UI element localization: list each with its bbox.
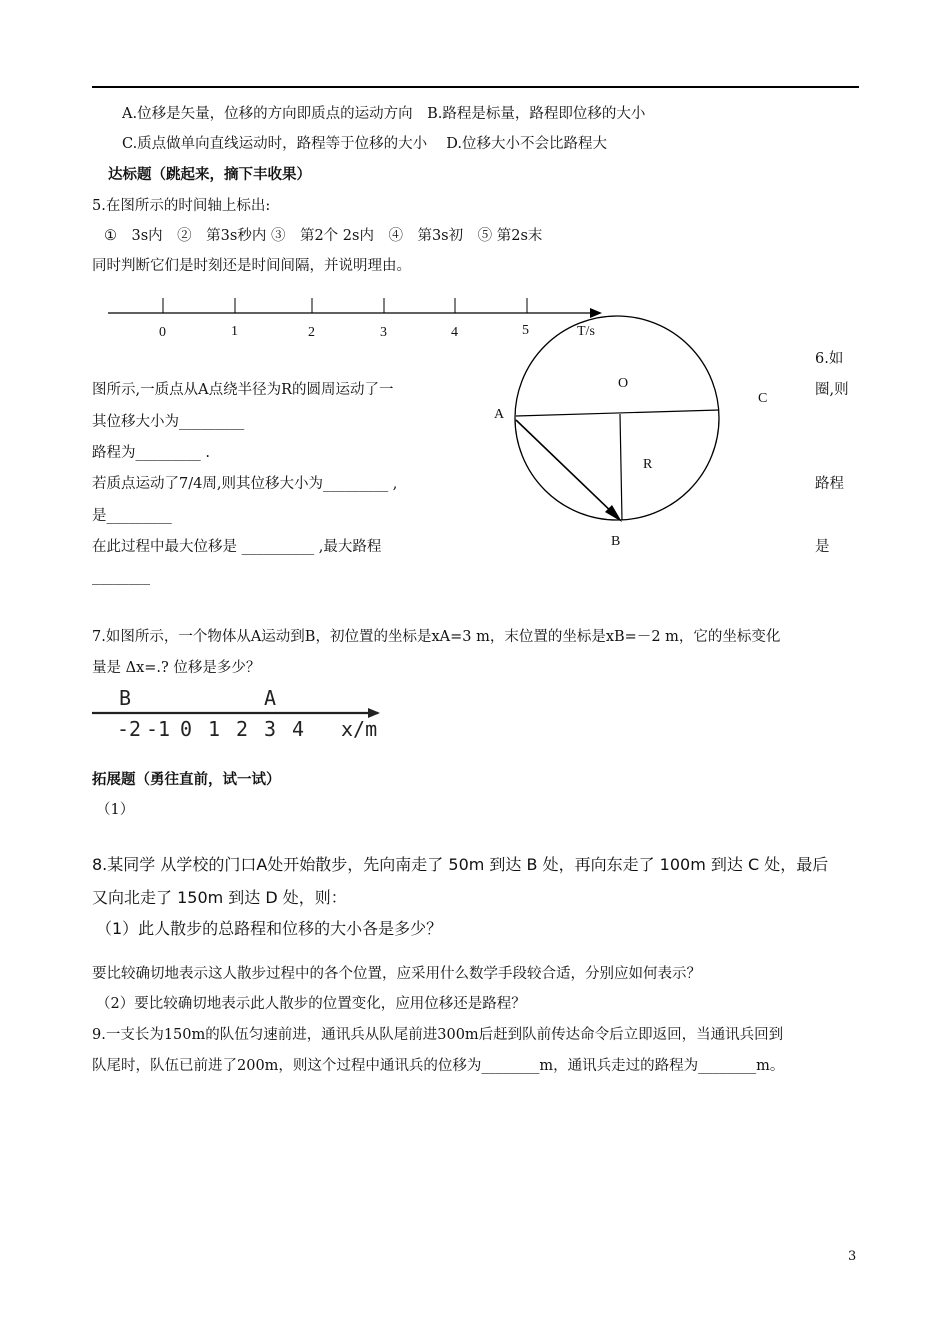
diameter-line	[516, 410, 719, 416]
question-9-line-2: 队尾时，队伍已前进了200m，则这个过程中通讯兵的位移为________m，通讯兵走过的路程为________m。	[92, 1058, 785, 1074]
axis-unit: x/m	[341, 717, 378, 741]
question-8-line-4: 要比较确切地表示这人散步过程中的各个位置，应采用什么数学手段较合适，分别应如何表示？	[92, 966, 701, 982]
question-8-line-5: （2）要比较确切地表示此人散步的位置变化，应用位移还是路程？	[96, 996, 526, 1012]
circle-label-r: R	[643, 457, 653, 472]
time-axis-arrow-icon	[590, 308, 602, 318]
displacement-arrow	[516, 420, 617, 517]
tick-label-3: 3	[380, 325, 387, 340]
axis-tick-2: 2	[236, 717, 249, 741]
question-6-line-1: 图所示,一质点从A点绕半径为R的圆周运动了一	[92, 382, 394, 398]
tick-label-2: 2	[308, 325, 315, 340]
question-6-line-4: 若质点运动了7/4周,则其位移大小为_________ ,	[92, 476, 398, 492]
tick-label-0: 0	[159, 325, 166, 340]
axis-point-a: A	[264, 686, 277, 710]
tick-label-1: 1	[231, 324, 238, 339]
coordinate-axis-svg	[0, 700, 400, 750]
circle-label-c: C	[758, 391, 768, 406]
question-5-judge: 同时判断它们是时刻还是时间间隔，并说明理由。	[92, 258, 411, 274]
circle-label-a: A	[494, 407, 505, 422]
question-6-line-3: 路程为_________ .	[92, 445, 210, 461]
axis-tick-neg1: -1	[146, 717, 171, 741]
question-9-line-1: 9.一支长为150m的队伍匀速前进，通讯兵从队尾前进300m后赶到队前传达命令后立即返回，当通讯兵回到	[92, 1027, 784, 1043]
question-6-line-7: ________	[92, 569, 150, 585]
extension-item-1: （1）	[96, 802, 135, 818]
question-8-line-1: 8.某同学 从学校的门口A处开始散步，先向南走了 50m 到达 B 处，再向东走了 100m 到达 C 处，最后	[92, 855, 829, 874]
radius-line	[620, 414, 622, 520]
question-8-line-2: 又向北走了 150m 到达 D 处，则：	[92, 888, 347, 907]
section-heading-da: 达标题（跳起来，摘下丰收果）	[108, 167, 311, 183]
question-6-line-2: 其位移大小为_________	[92, 414, 245, 430]
question-7-line-2: 量是 Δx=.? 位移是多少？	[92, 660, 261, 676]
question-6-number: 6.如	[815, 351, 844, 367]
time-axis-unit: T/s	[577, 324, 595, 339]
time-axis	[108, 298, 602, 318]
tick-label-5: 5	[522, 323, 529, 338]
question-6-line-5: 是_________	[92, 508, 172, 524]
circle	[515, 316, 719, 520]
question-8-line-3: （1）此人散步的总路程和位移的大小各是多少？	[96, 919, 443, 938]
question-7-line-1: 7.如图所示，一个物体从A运动到B，初位置的坐标是xA=3 m，末位置的坐标是xB=－2 m，它的坐标变化	[92, 629, 781, 645]
option-c-d: C.质点做单向直线运动时，路程等于位移的大小 D.位移大小不会比路程大	[122, 136, 608, 152]
circle-label-b: B	[611, 534, 621, 549]
axis-point-b: B	[119, 686, 132, 710]
axis-tick-1: 1	[208, 717, 221, 741]
question-5-items: ① 3s内 ② 第3s秒内 ③ 第2个 2s内 ④ 第3s初 ⑤ 第2s末	[104, 228, 543, 244]
axis-tick-4: 4	[292, 717, 305, 741]
question-5: 5.在图所示的时间轴上标出:	[92, 198, 271, 214]
circle-label-o: O	[618, 376, 629, 391]
circle-diagram	[515, 316, 719, 522]
axis-tick-0: 0	[180, 717, 193, 741]
axis-tick-neg2: -2	[117, 717, 142, 741]
option-a-b: A.位移是矢量，位移的方向即质点的运动方向 B.路程是标量，路程即位移的大小	[122, 106, 646, 122]
question-6-right-1: 圈,则	[815, 382, 849, 398]
question-6-right-4: 路程	[815, 476, 844, 492]
tick-label-4: 4	[451, 325, 458, 340]
question-6-right-6: 是	[815, 539, 830, 555]
axis-tick-3: 3	[264, 717, 277, 741]
section-heading-tz: 拓展题（勇往直前，试一试）	[92, 772, 281, 788]
page-number: 3	[848, 1249, 857, 1264]
question-6-line-6: 在此过程中最大位移是 __________ ,最大路程	[92, 539, 382, 555]
